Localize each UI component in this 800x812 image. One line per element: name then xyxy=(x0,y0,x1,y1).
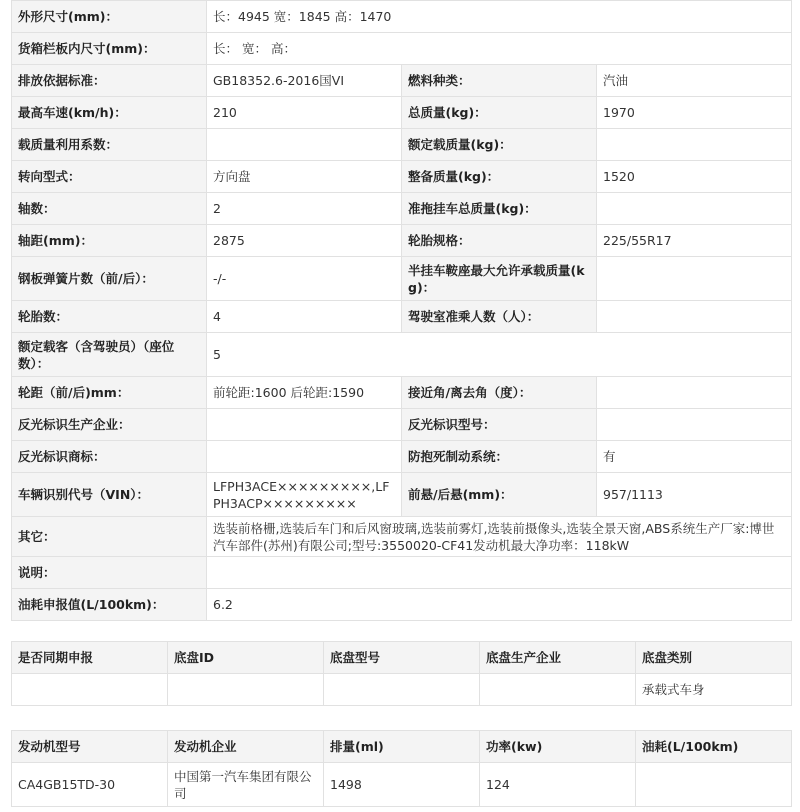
chassis-cell xyxy=(480,674,636,706)
engine-header-row xyxy=(12,731,792,763)
track-label: 轮距（前/后)mm： xyxy=(12,377,207,409)
spec-row-emission xyxy=(12,65,792,97)
engine-cell: 1498 xyxy=(324,763,480,807)
chassis-table xyxy=(11,641,792,706)
dims-label: 外形尺寸(mm)： xyxy=(12,1,207,33)
spec-row-brand xyxy=(12,441,792,473)
engine-header-cell: 功率(kw) xyxy=(480,731,636,763)
steering-value: 方向盘 xyxy=(207,161,402,193)
chassis-header-cell: 底盘ID xyxy=(168,642,324,674)
axles-value: 2 xyxy=(207,193,402,225)
wheelbase-label: 轴距(mm)： xyxy=(12,225,207,257)
speed-label: 最高车速(km/h)： xyxy=(12,97,207,129)
tires-count-value: 4 xyxy=(207,301,402,333)
spec-row-reflector xyxy=(12,409,792,441)
reflector-brand-value xyxy=(207,441,402,473)
seats-value: 5 xyxy=(207,333,792,377)
overhang-value: 957/1113 xyxy=(597,473,792,517)
spec-row-wheelbase xyxy=(12,225,792,257)
chassis-cell xyxy=(324,674,480,706)
spec-row-steering xyxy=(12,161,792,193)
spec-row-other xyxy=(12,517,792,557)
trailer-label: 准拖挂车总质量(kg)： xyxy=(402,193,597,225)
emission-value: GB18352.6-2016国VI xyxy=(207,65,402,97)
speed-value: 210 xyxy=(207,97,402,129)
reflector-model-label: 反光标识型号： xyxy=(402,409,597,441)
chassis-cell xyxy=(12,674,168,706)
chassis-header-cell: 是否同期申报 xyxy=(12,642,168,674)
spec-row-speed xyxy=(12,97,792,129)
note-label: 说明： xyxy=(12,557,207,589)
spec-row-load xyxy=(12,129,792,161)
spec-row-vin xyxy=(12,473,792,517)
abs-label: 防抱死制动系统： xyxy=(402,441,597,473)
other-value: 选装前格栅,选装后车门和后风窗玻璃,选装前雾灯,选装前摄像头,选装全景天窗,ABS系统生产厂家:博世汽车部件(苏州)有限公司;型号:3550020-CF41发动机最大净功率：118kW xyxy=(207,517,792,557)
spring-value: -/- xyxy=(207,257,402,301)
abs-value: 有 xyxy=(597,441,792,473)
vin-value: LFPH3ACE×××××××××,LFPH3ACP××××××××× xyxy=(207,473,402,517)
engine-header-cell: 油耗(L/100km) xyxy=(636,731,792,763)
other-label: 其它： xyxy=(12,517,207,557)
tire-label: 轮胎规格： xyxy=(402,225,597,257)
track-value: 前轮距:1600 后轮距:1590 xyxy=(207,377,402,409)
spring-label: 钢板弹簧片数（前/后）： xyxy=(12,257,207,301)
engine-cell: CA4GB15TD-30 xyxy=(12,763,168,807)
spec-row-spring xyxy=(12,257,792,301)
spec-row-axles xyxy=(12,193,792,225)
reflector-maker-value xyxy=(207,409,402,441)
cab-label: 驾驶室准乘人数（人）： xyxy=(402,301,597,333)
spec-row-dimensions xyxy=(12,1,792,33)
curb-mass-value: 1520 xyxy=(597,161,792,193)
engine-header-cell: 发动机型号 xyxy=(12,731,168,763)
engine-data-row xyxy=(12,763,792,807)
trailer-value xyxy=(597,193,792,225)
spec-row-track xyxy=(12,377,792,409)
steering-label: 转向型式： xyxy=(12,161,207,193)
engine-cell: 124 xyxy=(480,763,636,807)
cab-value xyxy=(597,301,792,333)
emission-label: 排放依据标准： xyxy=(12,65,207,97)
tire-value: 225/55R17 xyxy=(597,225,792,257)
overhang-label: 前悬/后悬(mm)： xyxy=(402,473,597,517)
chassis-header-cell: 底盘类别 xyxy=(636,642,792,674)
total-mass-value: 1970 xyxy=(597,97,792,129)
reflector-model-value xyxy=(597,409,792,441)
chassis-cell: 承载式车身 xyxy=(636,674,792,706)
approach-label: 接近角/离去角（度）： xyxy=(402,377,597,409)
approach-value xyxy=(597,377,792,409)
reflector-brand-label: 反光标识商标： xyxy=(12,441,207,473)
engine-header-cell: 排量(ml) xyxy=(324,731,480,763)
load-coef-label: 载质量利用系数： xyxy=(12,129,207,161)
chassis-cell xyxy=(168,674,324,706)
curb-mass-label: 整备质量(kg)： xyxy=(402,161,597,193)
chassis-data-row xyxy=(12,674,792,706)
engine-cell xyxy=(636,763,792,807)
chassis-header-cell: 底盘型号 xyxy=(324,642,480,674)
load-coef-value xyxy=(207,129,402,161)
saddle-value xyxy=(597,257,792,301)
engine-table xyxy=(11,730,792,807)
engine-cell: 中国第一汽车集团有限公司 xyxy=(168,763,324,807)
saddle-label: 半挂车鞍座最大允许承载质量(kg)： xyxy=(402,257,597,301)
rated-load-label: 额定载质量(kg)： xyxy=(402,129,597,161)
seats-label: 额定载客（含驾驶员）（座位数）： xyxy=(12,333,207,377)
vin-label: 车辆识别代号（VIN）： xyxy=(12,473,207,517)
chassis-header-row xyxy=(12,642,792,674)
cargo-value: 长： 宽： 高： xyxy=(207,33,792,65)
consumption-value: 6.2 xyxy=(207,589,792,621)
consumption-label: 油耗申报值(L/100km)： xyxy=(12,589,207,621)
reflector-maker-label: 反光标识生产企业： xyxy=(12,409,207,441)
chassis-header-cell: 底盘生产企业 xyxy=(480,642,636,674)
wheelbase-value: 2875 xyxy=(207,225,402,257)
spec-row-cargo xyxy=(12,33,792,65)
spec-row-consumption xyxy=(12,589,792,621)
spec-row-seats xyxy=(12,333,792,377)
total-mass-label: 总质量(kg)： xyxy=(402,97,597,129)
cargo-label: 货箱栏板内尺寸(mm)： xyxy=(12,33,207,65)
note-value xyxy=(207,557,792,589)
fuel-label: 燃料种类： xyxy=(402,65,597,97)
dims-value: 长：4945 宽：1845 高：1470 xyxy=(207,1,792,33)
engine-header-cell: 发动机企业 xyxy=(168,731,324,763)
rated-load-value xyxy=(597,129,792,161)
tires-count-label: 轮胎数： xyxy=(12,301,207,333)
axles-label: 轴数： xyxy=(12,193,207,225)
spec-row-tires xyxy=(12,301,792,333)
fuel-value: 汽油 xyxy=(597,65,792,97)
spec-table xyxy=(11,0,792,621)
spec-row-note xyxy=(12,557,792,589)
